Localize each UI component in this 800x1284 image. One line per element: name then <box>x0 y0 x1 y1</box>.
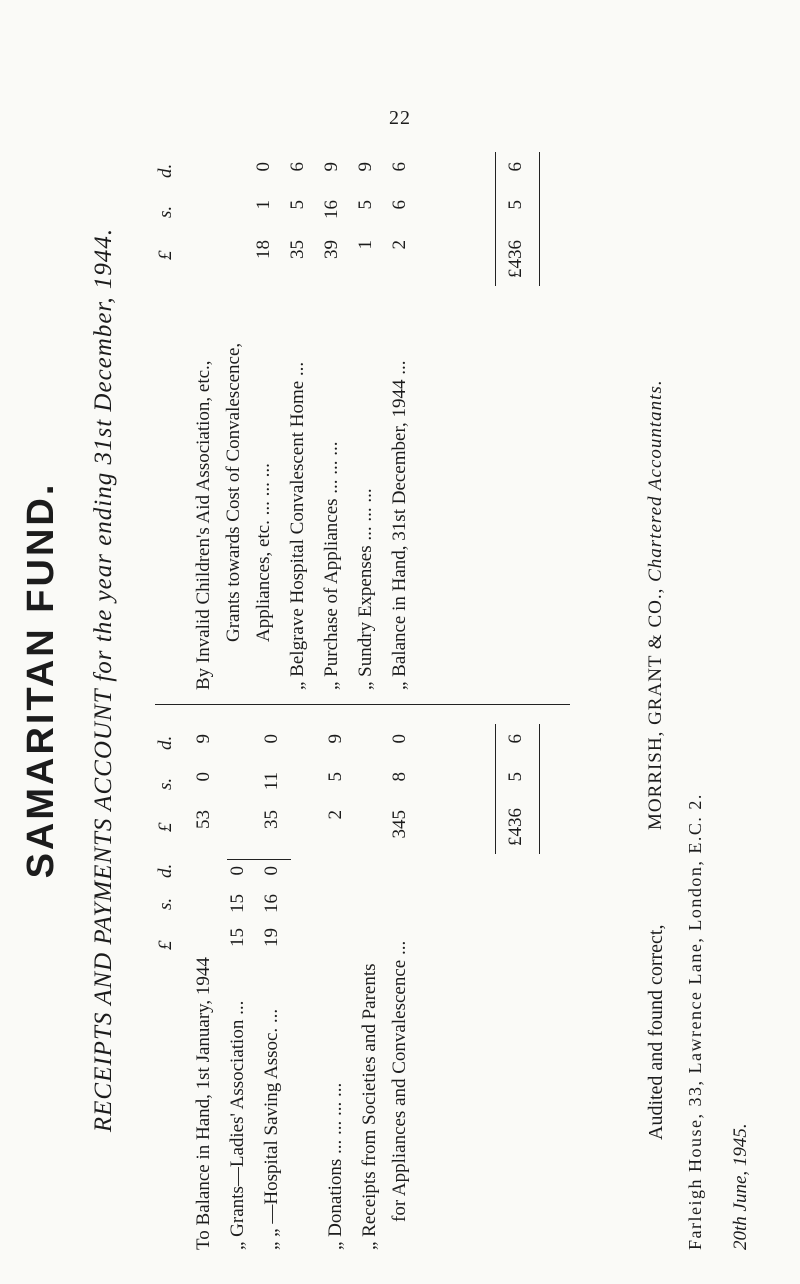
receipts-row <box>227 710 257 1250</box>
payment-label: Grants towards Cost of Convalescence, <box>223 342 244 642</box>
fund-title: SAMARITAN FUND. <box>20 481 62 879</box>
payments-shillings-header: s. <box>155 205 176 218</box>
auditor-name <box>645 379 667 830</box>
payment-pounds: 35 <box>287 240 308 259</box>
receipts-row <box>359 710 389 1250</box>
receipt-total-shillings: 0 <box>193 772 214 782</box>
total-rule-top <box>495 152 496 286</box>
payments-grand-total-pounds: £436 <box>505 240 526 278</box>
audit-note: Audited and found correct, <box>645 924 667 1140</box>
receipt-inner-pounds: 15 <box>227 928 248 947</box>
payment-label: „ Purchase of Appliances ... ... ... <box>321 441 342 690</box>
receipts-total-shillings-header: s. <box>155 777 176 790</box>
payment-shillings: 5 <box>355 200 376 210</box>
payment-label: By Invalid Children's Aid Association, etc., <box>193 360 214 690</box>
payment-shillings: 6 <box>389 200 410 210</box>
payments-row <box>287 130 317 690</box>
payment-shillings: 16 <box>321 200 342 219</box>
bracket-rule <box>227 859 291 860</box>
payments-row <box>355 130 385 690</box>
payments-row <box>193 130 223 690</box>
receipts-total-row <box>505 710 535 1250</box>
payment-pounds: 18 <box>253 240 274 259</box>
payment-pence: 6 <box>287 162 308 172</box>
receipt-total-pounds: 2 <box>325 810 346 820</box>
receipts-row <box>193 710 223 1250</box>
payment-label: „ Balance in Hand, 31st December, 1944 ... <box>389 360 410 690</box>
receipt-label: To Balance in Hand, 1st January, 1944 <box>193 957 214 1250</box>
receipt-label: „ Receipts from Societies and Parents <box>359 963 380 1250</box>
payments-pounds-header: £ <box>155 250 176 260</box>
receipts-total-pounds-header: £ <box>155 822 176 832</box>
payments-total-row <box>505 130 535 690</box>
auditor-address: Farleigh House, 33, Lawrence Lane, London, E.C. 2. <box>685 793 705 1250</box>
payment-pence: 6 <box>389 162 410 172</box>
receipt-label: „ Grants—Ladies' Association ... <box>227 1000 248 1250</box>
receipt-total-pounds: 53 <box>193 810 214 829</box>
payments-pence-header: d. <box>155 163 176 178</box>
payment-pounds: 39 <box>321 240 342 259</box>
payment-pence: 9 <box>321 162 342 172</box>
payment-pounds: 1 <box>355 240 376 250</box>
receipts-row <box>389 710 419 1250</box>
receipts-grand-total-pounds: £436 <box>505 808 526 846</box>
payments-grand-total-pence: 6 <box>505 162 526 172</box>
receipts-row <box>325 710 355 1250</box>
payment-shillings: 5 <box>287 200 308 210</box>
receipts-inner-pence-header: d. <box>155 863 176 878</box>
total-rule-bottom <box>539 724 540 854</box>
receipt-total-pounds: 345 <box>389 810 410 839</box>
receipts-column <box>155 710 595 1250</box>
total-rule-bottom <box>539 152 540 286</box>
receipt-inner-shillings: 16 <box>261 894 282 913</box>
receipt-total-pence: 9 <box>193 734 214 744</box>
receipts-inner-shillings-header: s. <box>155 897 176 910</box>
receipt-total-pence: 9 <box>325 734 346 744</box>
payment-label: „ Belgrave Hospital Convalescent Home ... <box>287 361 308 690</box>
payments-row <box>321 130 351 690</box>
payments-grand-total-shillings: 5 <box>505 200 526 210</box>
receipts-grand-total-pence: 6 <box>505 734 526 744</box>
receipt-label: „ „ —Hospital Saving Assoc. ... <box>261 1008 282 1250</box>
receipt-total-pounds: 35 <box>261 810 282 829</box>
receipt-total-shillings: 5 <box>325 772 346 782</box>
payment-pounds: 2 <box>389 240 410 250</box>
receipts-grand-total-shillings: 5 <box>505 772 526 782</box>
payments-row <box>253 130 283 690</box>
auditor-firm: MORRISH, GRANT & CO., <box>645 587 666 830</box>
audit-date: 20th June, 1945. <box>730 1123 751 1250</box>
column-divider <box>155 704 570 705</box>
payment-label: Appliances, etc. ... ... ... <box>253 463 274 642</box>
receipt-inner-shillings: 15 <box>227 894 248 913</box>
payment-label: „ Sundry Expenses ... ... ... <box>355 488 376 690</box>
auditor-suffix: Chartered Accountants. <box>645 379 666 582</box>
payment-pence: 0 <box>253 162 274 172</box>
receipt-inner-pounds: 19 <box>261 928 282 947</box>
payments-row <box>223 130 253 690</box>
receipt-inner-pence: 0 <box>261 866 282 876</box>
receipt-label: for Appliances and Convalescence ... <box>389 940 410 1222</box>
receipt-total-pence: 0 <box>389 734 410 744</box>
receipt-total-pence: 0 <box>261 734 282 744</box>
payment-shillings: 1 <box>253 200 274 210</box>
receipt-inner-pence: 0 <box>227 866 248 876</box>
payments-row <box>389 130 419 690</box>
receipts-row <box>261 710 291 1250</box>
payments-column <box>155 130 595 690</box>
total-rule-top <box>495 724 496 854</box>
page-number: 22 <box>389 107 411 129</box>
receipts-inner-pounds-header: £ <box>155 940 176 950</box>
rotated-account-sheet <box>20 110 780 1250</box>
receipt-total-shillings: 8 <box>389 772 410 782</box>
receipts-total-pence-header: d. <box>155 735 176 750</box>
receipt-label: „ Donations ... ... ... ... <box>325 1082 346 1250</box>
payment-pence: 9 <box>355 162 376 172</box>
account-heading: RECEIPTS AND PAYMENTS ACCOUNT for the year ending 31st December, 1944. <box>90 227 117 1133</box>
receipt-total-shillings: 11 <box>261 772 282 791</box>
